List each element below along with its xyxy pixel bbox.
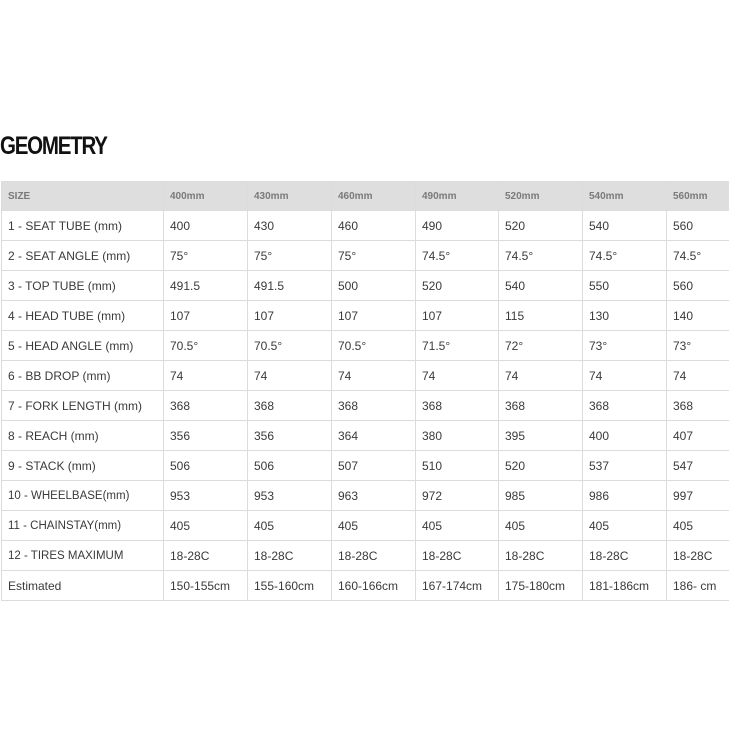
table-cell: 70.5°: [332, 331, 416, 361]
table-cell: 74: [416, 361, 499, 391]
row-label: 3 - TOP TUBE (mm): [2, 271, 164, 301]
table-cell: 75°: [164, 241, 248, 271]
table-cell: 18-28C: [583, 541, 667, 571]
table-cell: 520: [499, 451, 583, 481]
table-row: [2, 571, 729, 601]
table-cell: 107: [332, 301, 416, 331]
row-label: 8 - REACH (mm): [2, 421, 164, 451]
table-cell: 537: [583, 451, 667, 481]
row-label: 2 - SEAT ANGLE (mm): [2, 241, 164, 271]
table-cell: 368: [332, 391, 416, 421]
table-cell: 490: [416, 211, 499, 241]
table-cell: 400: [164, 211, 248, 241]
table-cell: 506: [164, 451, 248, 481]
table-row: [2, 361, 729, 391]
header-460mm: 460mm: [332, 182, 416, 211]
table-cell: 74.5°: [499, 241, 583, 271]
table-cell: 506: [248, 451, 332, 481]
table-cell: 405: [499, 511, 583, 541]
table-cell: 74: [583, 361, 667, 391]
row-label: 11 - CHAINSTAY(mm): [2, 511, 164, 541]
table-cell: 405: [248, 511, 332, 541]
table-cell: 547: [667, 451, 729, 481]
table-cell: 18-28C: [499, 541, 583, 571]
row-label: 6 - BB DROP (mm): [2, 361, 164, 391]
table-cell: 71.5°: [416, 331, 499, 361]
table-cell: 75°: [248, 241, 332, 271]
table-cell: 405: [667, 511, 729, 541]
table-cell: 405: [164, 511, 248, 541]
table-cell: 107: [164, 301, 248, 331]
table-cell: 18-28C: [416, 541, 499, 571]
row-label: 10 - WHEELBASE(mm): [2, 481, 164, 511]
row-label: 12 - TIRES MAXIMUM: [2, 541, 164, 571]
table-cell: 155-160cm: [248, 571, 332, 601]
table-cell: 520: [499, 211, 583, 241]
table-cell: 405: [416, 511, 499, 541]
table-cell: 540: [499, 271, 583, 301]
table-cell: 140: [667, 301, 729, 331]
table-cell: 18-28C: [667, 541, 729, 571]
table-cell: 972: [416, 481, 499, 511]
page-title: GEOMETRY: [0, 132, 107, 160]
table-cell: 407: [667, 421, 729, 451]
table-cell: 380: [416, 421, 499, 451]
table-cell: 70.5°: [248, 331, 332, 361]
table-cell: 550: [583, 271, 667, 301]
table-cell: 560: [667, 211, 729, 241]
table-cell: 430: [248, 211, 332, 241]
header-540mm: 540mm: [583, 182, 667, 211]
table-cell: 500: [332, 271, 416, 301]
table-cell: 460: [332, 211, 416, 241]
table-row: [2, 211, 729, 241]
row-label: Estimated: [2, 571, 164, 601]
table-row: [2, 331, 729, 361]
table-cell: 997: [667, 481, 729, 511]
table-cell: 368: [248, 391, 332, 421]
table-cell: 520: [416, 271, 499, 301]
table-cell: 963: [332, 481, 416, 511]
table-cell: 74.5°: [667, 241, 729, 271]
table-cell: 368: [416, 391, 499, 421]
table-cell: 150-155cm: [164, 571, 248, 601]
header-430mm: 430mm: [248, 182, 332, 211]
table-cell: 560: [667, 271, 729, 301]
table-cell: 74: [499, 361, 583, 391]
table-row: [2, 451, 729, 481]
table-cell: 364: [332, 421, 416, 451]
table-cell: 74: [164, 361, 248, 391]
table-cell: 72°: [499, 331, 583, 361]
table-cell: 181-186cm: [583, 571, 667, 601]
row-label: 5 - HEAD ANGLE (mm): [2, 331, 164, 361]
table-row: [2, 421, 729, 451]
row-label: 9 - STACK (mm): [2, 451, 164, 481]
table-cell: 74: [248, 361, 332, 391]
table-cell: 953: [164, 481, 248, 511]
header-560mm: 560mm: [667, 182, 729, 211]
row-label: 7 - FORK LENGTH (mm): [2, 391, 164, 421]
table-cell: 175-180cm: [499, 571, 583, 601]
header-520mm: 520mm: [499, 182, 583, 211]
table-cell: 507: [332, 451, 416, 481]
table-cell: 368: [583, 391, 667, 421]
header-490mm: 490mm: [416, 182, 499, 211]
table-cell: 356: [248, 421, 332, 451]
header-400mm: 400mm: [164, 182, 248, 211]
table-cell: 74: [667, 361, 729, 391]
table-cell: 160-166cm: [332, 571, 416, 601]
table-row: [2, 481, 729, 511]
table-cell: 18-28C: [332, 541, 416, 571]
table-cell: 186- cm: [667, 571, 729, 601]
table-cell: 107: [248, 301, 332, 331]
table-cell: 405: [332, 511, 416, 541]
table-cell: 405: [583, 511, 667, 541]
table-cell: 395: [499, 421, 583, 451]
table-header-row: [2, 182, 729, 211]
table-cell: 74: [332, 361, 416, 391]
table-cell: 167-174cm: [416, 571, 499, 601]
geometry-table: [1, 181, 729, 601]
table-cell: 115: [499, 301, 583, 331]
header-size: SIZE: [2, 182, 164, 211]
table-cell: 130: [583, 301, 667, 331]
table-cell: 985: [499, 481, 583, 511]
table-cell: 540: [583, 211, 667, 241]
table-cell: 74.5°: [583, 241, 667, 271]
table-cell: 491.5: [164, 271, 248, 301]
table-cell: 368: [164, 391, 248, 421]
table-cell: 368: [667, 391, 729, 421]
table-row: [2, 511, 729, 541]
table-cell: 400: [583, 421, 667, 451]
row-label: 4 - HEAD TUBE (mm): [2, 301, 164, 331]
table-row: [2, 241, 729, 271]
table-cell: 18-28C: [248, 541, 332, 571]
table-cell: 356: [164, 421, 248, 451]
table-row: [2, 271, 729, 301]
table-cell: 107: [416, 301, 499, 331]
table-cell: 953: [248, 481, 332, 511]
row-label: 1 - SEAT TUBE (mm): [2, 211, 164, 241]
table-cell: 75°: [332, 241, 416, 271]
table-row: [2, 301, 729, 331]
table-cell: 74.5°: [416, 241, 499, 271]
table-cell: 368: [499, 391, 583, 421]
table-row: [2, 391, 729, 421]
table-row: [2, 541, 729, 571]
table-cell: 18-28C: [164, 541, 248, 571]
table-cell: 491.5: [248, 271, 332, 301]
table-cell: 73°: [667, 331, 729, 361]
table-cell: 510: [416, 451, 499, 481]
table-cell: 70.5°: [164, 331, 248, 361]
table-cell: 73°: [583, 331, 667, 361]
table-cell: 986: [583, 481, 667, 511]
